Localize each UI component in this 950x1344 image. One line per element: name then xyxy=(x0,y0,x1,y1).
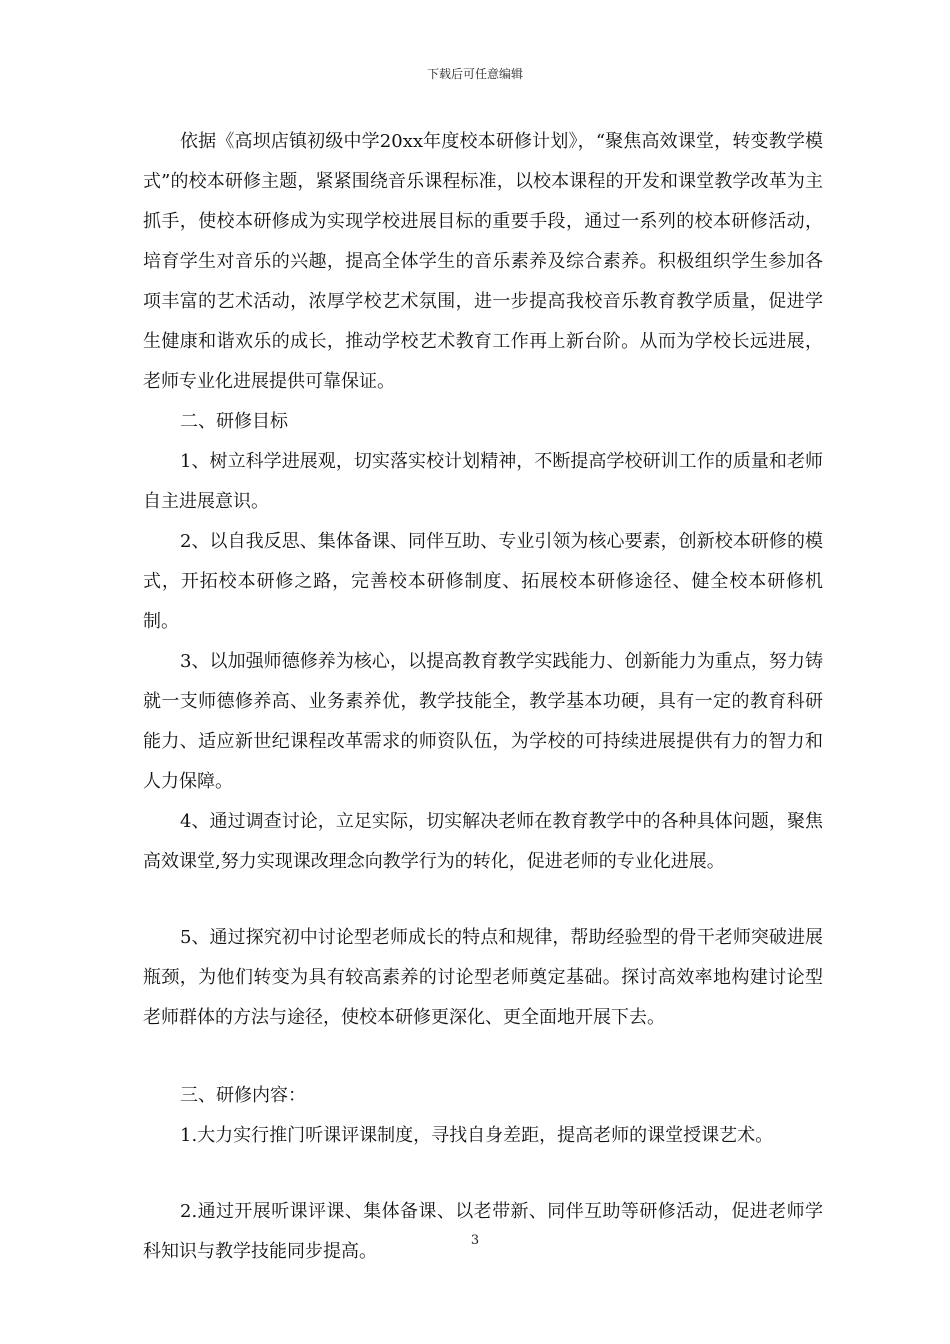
goal-item-1: 1、树立科学进展观，切实落实校计划精神，不断提高学校研训工作的质量和老师自主进展意识。 xyxy=(143,451,823,512)
section-heading-content: 三、研修内容： xyxy=(180,1085,306,1106)
page-number: 3 xyxy=(470,1233,480,1248)
goal-item-5: 5、通过探究初中讨论型老师成长的特点和规律，帮助经验型的骨干老师突破进展瓶颈，为他们转变为具有较高素养的讨论型老师奠定基础。探讨高效率地构建讨论型老师群体的方法与途径，使校本研修更深化、更全面地开展下去。 xyxy=(143,927,823,1028)
content-item-2: 2.通过开展听课评课、集体备课、以老带新、同伴互助等研修活动，促进老师学科知识与教学技能同步提高。 xyxy=(143,1201,823,1262)
goal-item-2: 2、以自我反思、集体备课、同伴互助、专业引领为核心要素，创新校本研修的模式，开拓校本研修之路，完善校本研修制度、拓展校本研修途径、健全校本研修机制。 xyxy=(143,531,823,632)
content-item-1: 1.大力实行推门听课评课制度，寻找自身差距，提高老师的课堂授课艺术。 xyxy=(180,1125,774,1146)
intro-paragraph: 依据《高坝店镇初级中学20xx年度校本研修计划》，“聚焦高效课堂，转变教学模式”的校本研修主题，紧紧围绕音乐课程标准，以校本课程的开发和课堂教学改革为主抓手，使校本研修成为实现学校进展目标的重要手段，通过一系列的校本研修活动，培育学生对音乐的兴趣，提高全体学生的音乐素养及综合素养。积极组织学生参加各项丰富的艺术活动，浓厚学校艺术氛围，进一步提高我校音乐教育教学质量，促进学生健康和谐欢乐的成长，推动学校艺术教育工作再上新台阶。从而为学校长远进展，老师专业化进展提供可靠保证。 xyxy=(143,131,823,392)
goal-item-3: 3、以加强师德修养为核心，以提高教育教学实践能力、创新能力为重点，努力铸就一支师德修养高、业务素养优，教学技能全，教学基本功硬，具有一定的教育科研能力、适应新世纪课程改革需求的师资队伍，为学校的可持续进展提供有力的智力和人力保障。 xyxy=(143,651,823,792)
page-header-note: 下载后可任意编辑 xyxy=(426,67,523,81)
section-heading-goals: 二、研修目标 xyxy=(180,411,288,432)
goal-item-4: 4、通过调查讨论，立足实际，切实解决老师在教育教学中的各种具体问题，聚焦高效课堂,努力实现课改理念向教学行为的转化，促进老师的专业化进展。 xyxy=(143,811,823,872)
document-body xyxy=(143,122,823,1272)
